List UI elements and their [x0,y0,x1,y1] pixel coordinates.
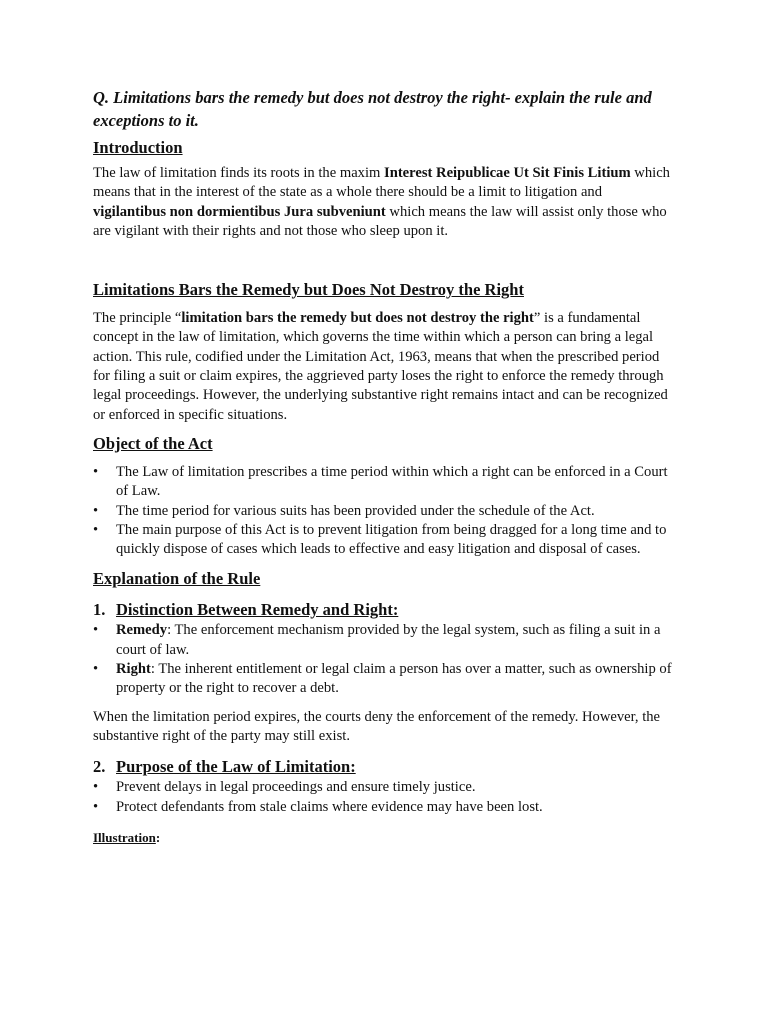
object-list [93,463,675,559]
list-item-text: The main purpose of this Act is to prevent litigation from being dragged for a long time and to quickly dispose of cases which leads to effective and easy litigation and disposal of cases. [116,521,667,558]
intro-text-3: which means the law will assist only those who are vigilant with their rights and not those who sleep upon it. [93,203,667,239]
intro-text-1: The law of limitation finds its roots in the maxim [93,165,385,181]
remedy-right-list [93,621,675,698]
illustration-label [93,829,675,847]
section-1-number: 1. [93,600,106,620]
bullet-icon: • [93,463,99,480]
limitations-text-2: ” is a fundamental concept in the law of limitation, which governs the time within which a person can bring a legal action. This rule, codified under the Limitation Act, 1963, means that when the prescribed period for filing a suit or claim expires, the aggrieved party loses the right to enforce the remedy through legal proceedings. However, the underlying substantive right remains intact and can be recognized or enforced in specific situations. [93,310,668,423]
question-title: Q. Limitations bars the remedy but does not destroy the right- explain the rule and exceptions to it. [93,88,652,130]
section-2-title: Purpose of the Law of Limitation: [116,757,356,777]
limitations-principle: limitation bars the remedy but does not destroy the right [181,310,534,327]
explanation-heading: Explanation of the Rule [93,569,261,589]
bullet-icon: • [93,502,99,519]
term-right: Right [116,661,151,678]
introduction-paragraph [93,164,675,241]
list-item-text: The Law of limitation prescribes a time period within which a right can be enforced in a Court of Law. [116,463,668,500]
limitations-heading: Limitations Bars the Remedy but Does Not Destroy the Right [93,280,524,300]
list-item [93,621,675,660]
intro-maxim-2: vigilantibus non dormientibus Jura subveniunt [93,203,386,220]
section-1-heading [93,600,675,620]
bullet-icon: • [93,779,99,796]
section-2-number: 2. [93,757,106,777]
bullet-icon: • [93,521,99,538]
illustration-text: Illustration [93,829,156,845]
term-right-definition: : The inherent entitlement or legal claim a person has over a matter, such as ownership of property or the right to recover a debt. [116,661,672,697]
purpose-list [93,778,675,817]
list-item-text: The time period for various suits has been provided under the schedule of the Act. [116,502,595,519]
intro-text-2: which means that in the interest of the state as a whole there should be a limit to litigation and [93,165,670,201]
list-item [93,660,675,699]
limitations-text-1: The principle “ [93,310,182,327]
list-item [93,521,675,560]
introduction-heading: Introduction [93,138,183,157]
section-1-title: Distinction Between Remedy and Right: [116,600,399,620]
list-item-text: Prevent delays in legal proceedings and ensure timely justice. [116,779,476,796]
term-remedy: Remedy [116,622,168,639]
intro-maxim-1: Interest Reipublicae Ut Sit Finis Litium [384,165,631,181]
section-2-heading [93,757,675,777]
list-item [93,798,675,817]
bullet-icon: • [93,622,99,639]
expiry-paragraph: When the limitation period expires, the courts deny the enforcement of the remedy. However, the substantive right of the party may still exist. [93,708,661,744]
document-page [93,86,675,847]
object-heading: Object of the Act [93,433,213,453]
list-item [93,502,675,521]
bullet-icon: • [93,661,99,678]
bullet-icon: • [93,798,99,815]
list-item [93,778,675,797]
term-remedy-definition: : The enforcement mechanism provided by the legal system, such as filing a suit in a court of law. [116,622,661,658]
list-item-text: Protect defendants from stale claims where evidence may have been lost. [116,798,543,815]
limitations-paragraph [93,309,675,425]
illustration-colon: : [155,829,161,845]
list-item [93,463,675,502]
